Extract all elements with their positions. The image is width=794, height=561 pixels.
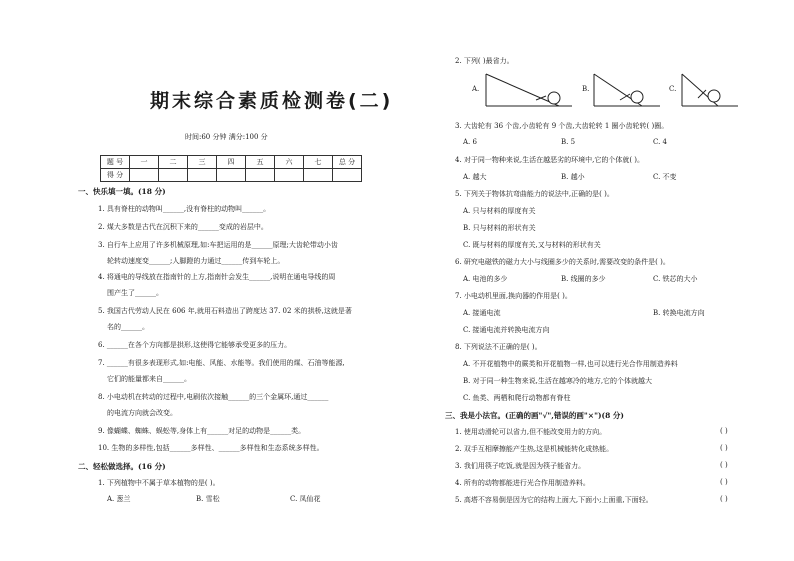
option: C. 接通电流并转换电流方向 (463, 326, 550, 334)
score-header: 题 号 (101, 156, 130, 169)
incline-diagram-a (484, 70, 574, 110)
section-heading: 二、轻松做选择。(16 分) (78, 462, 166, 471)
incline-diagram-b (592, 70, 662, 110)
score-cell[interactable] (246, 169, 275, 182)
option: B. 越小 (561, 173, 585, 181)
answer-paren[interactable]: ( ) (720, 495, 728, 503)
question-text: 5. 下列关于物体抗弯曲能力的说法中,正确的是( )。 (455, 190, 614, 198)
score-header: 六 (275, 156, 304, 169)
score-header: 四 (217, 156, 246, 169)
score-row-label: 得 分 (101, 169, 130, 182)
score-header: 总 分 (333, 156, 362, 169)
score-cell[interactable] (304, 169, 333, 182)
exam-meta: 时间:60 分钟 满分:100 分 (185, 133, 268, 141)
option: A. 只与材料的厚度有关 (463, 207, 536, 215)
option: C. 4 (653, 138, 668, 146)
question-text: 2. 下列( )最省力。 (455, 57, 514, 65)
question-text: 3. 自行车上应用了许多机械原理,如:车把运用的是______原理;大齿轮带动小齿 (98, 241, 338, 249)
question-text: 1. 下列植物中不属于草本植物的是( )。 (98, 479, 220, 487)
judgment-statement: 2. 双手互相摩擦能产生热,这是机械能转化成热能。 (455, 445, 614, 453)
score-cell[interactable] (188, 169, 217, 182)
question-text: 9. 像蝴蝶、蜘蛛、蜈蚣等,身体上有______对足的动物是______类。 (98, 427, 306, 435)
judgment-statement: 1. 使用动滑轮可以省力,但不能改变用力的方向。 (455, 428, 607, 436)
question-text: 4. 对于同一物种来说,生活在越恶劣的环境中,它的个体就( )。 (455, 156, 645, 164)
score-cell[interactable] (333, 169, 362, 182)
question-text: 它们的能量都来自______。 (107, 375, 191, 383)
option: C. 既与材料的厚度有关,又与材料的形状有关 (463, 241, 601, 249)
option: B. (582, 85, 590, 93)
option: C. 凤仙花 (290, 495, 321, 503)
judgment-statement: 5. 高塔不容易倒是因为它的结构上面大,下面小;上面重,下面轻。 (455, 496, 653, 504)
judgment-statement: 4. 所有的动物都能进行光合作用制造养料。 (455, 479, 590, 487)
option: C. (669, 85, 677, 93)
score-table (100, 155, 362, 182)
question-text: 1. 具有脊柱的动物叫______,没有脊柱的动物叫______。 (98, 205, 271, 213)
question-text: 2. 煤大多数是古代在沉积下来的______变成的岩层中。 (98, 223, 268, 231)
section-heading: 三、我是小法官。(正确的画"√",错误的画"×")(8 分) (445, 411, 624, 420)
option: A. 接通电流 (463, 309, 501, 317)
option: B. 转换电流方向 (653, 309, 705, 317)
score-cell[interactable] (159, 169, 188, 182)
answer-paren[interactable]: ( ) (720, 444, 728, 452)
score-header: 七 (304, 156, 333, 169)
score-cell[interactable] (275, 169, 304, 182)
score-header: 二 (159, 156, 188, 169)
question-text: 8. 小电动机在转动的过程中,电刷依次接触______的三个金属环,通过______ (98, 393, 329, 401)
question-text: 8. 下列说法不正确的是( )。 (455, 343, 542, 351)
incline-diagram-c (680, 70, 740, 110)
score-header: 五 (246, 156, 275, 169)
option: B. 雪松 (196, 495, 220, 503)
question-text: 名的______。 (107, 323, 149, 331)
score-cell[interactable] (130, 169, 159, 182)
judgment-statement: 3. 我们用筷子吃饭,就是因为筷子能省力。 (455, 462, 586, 470)
question-text: 10. 生物的多样性,包括______多样性、______多样性和生态系统多样性。 (98, 444, 324, 452)
section-heading: 一、快乐填一填。(18 分) (78, 187, 166, 196)
question-text: 5. 我国古代劳动人民在 606 年,就用石料造出了跨度达 37. 02 米的拱桥,这就是著 (98, 307, 352, 315)
score-cell[interactable] (217, 169, 246, 182)
question-text: 轮转动速度变______;人脚蹬的力通过______传到车轮上。 (107, 257, 285, 265)
question-text: 围产生了______。 (107, 289, 163, 297)
answer-paren[interactable]: ( ) (720, 478, 728, 486)
question-text: 4. 将通电的导线放在指南针的上方,指南针会发生______,说明在通电导线的周 (98, 273, 336, 281)
question-text: 7. ______有很多表现形式,如:电能、风能、水能等。我们使用的煤、石油等能源, (98, 359, 345, 367)
question-text: 的电流方向就会改变。 (107, 409, 177, 417)
score-header: 一 (130, 156, 159, 169)
option: B. 只与材料的形状有关 (463, 224, 536, 232)
question-text: 6. ______在各个方向都是拱形,这使得它能够承受更多的压力。 (98, 341, 292, 349)
option: A. 越大 (463, 173, 487, 181)
question-text: 6. 研究电磁铁的磁力大小与线圈多少的关系时,需要改变的条件是( )。 (455, 258, 670, 266)
answer-paren[interactable]: ( ) (720, 427, 728, 435)
option: B. 线圈的多少 (561, 275, 606, 283)
option: C. 鱼类、两栖和爬行动物都有脊柱 (463, 394, 571, 402)
question-text: 7. 小电动机里面,换向器的作用是( )。 (455, 292, 572, 300)
option: B. 5 (561, 138, 576, 146)
option: C. 不变 (653, 173, 677, 181)
score-header: 三 (188, 156, 217, 169)
question-text: 3. 大齿轮有 36 个齿,小齿轮有 9 个齿,大齿轮转 1 圈小齿轮转( )圈。 (455, 122, 669, 130)
option: C. 铁芯的大小 (653, 275, 698, 283)
option: A. (472, 85, 480, 93)
option: A. 不开花植物中的蕨类和开花植物一样,也可以进行光合作用制造养料 (463, 360, 678, 368)
answer-paren[interactable]: ( ) (720, 461, 728, 469)
option: A. 葱兰 (107, 495, 131, 503)
option: A. 6 (463, 138, 477, 146)
page-title: 期末综合素质检测卷(二) (150, 90, 394, 112)
option: A. 电池的多少 (463, 275, 508, 283)
option: B. 对于同一种生物来说,生活在越寒冷的地方,它的个体就越大 (463, 377, 653, 385)
